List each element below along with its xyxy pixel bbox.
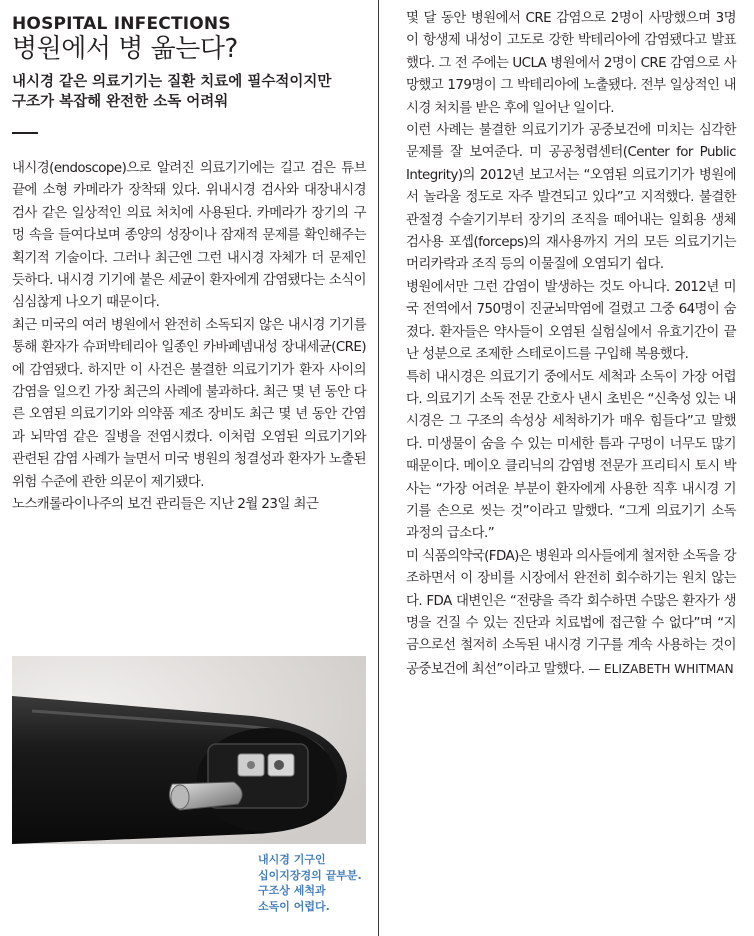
body-paragraph: 병원에서만 그런 감염이 발생하는 것도 아니다. 2012년 미국 전역에서 750명이 진균뇌막염에 걸렸고 그중 64명이 숨졌다. 환자들은 약사들이 오염된 실험실에서 유효기간이 끝난 성분으로 조제한 스테로이드를 구입해 복용했다. <box>406 279 736 363</box>
divider-line <box>378 0 379 936</box>
left-column <box>12 14 366 517</box>
subheadline <box>12 72 366 112</box>
endoscope-tip-illustration <box>12 656 366 844</box>
caption-line: 구조상 세척과 <box>258 884 326 897</box>
endoscope-photo <box>12 656 366 844</box>
subheadline-line-2: 구조가 복잡해 완전한 소독 어려워 <box>12 94 229 110</box>
body-paragraph: 몇 달 동안 병원에서 CRE 감염으로 2명이 사망했으며 3명이 항생제 내성이 고도로 강한 박테리아에 감염됐다고 발표했다. 그 전 주에는 UCLA 병원에서 2명이 CRE 감염으로 사망했고 179명이 그 박테리아에 노출됐다. 전부 일상적인 내시경 처치를 받은 후에 일어난 일이다. <box>406 11 736 116</box>
right-column <box>406 8 736 681</box>
byline: — ELIZABETH WHITMAN <box>588 661 734 676</box>
body-paragraph: 이런 사례는 불결한 의료기기가 공중보건에 미치는 심각한 문제를 잘 보여준다. 미 공공청렴센터(Center for Public Integrity)의 2012년 보고서는 “오염된 의료기기가 병원에서 놀라울 정도로 자주 발견되고 있다”고 지적했다. 불결한 관절경 수술기기부터 장기의 조직을 떼어내는 일회용 생체검사용 포셉(forceps)의 재사용까지 거의 모든 의료기기는 머리카락과 조직 등의 이물질에 오염되기 쉽다. <box>406 123 736 273</box>
caption-line: 내시경 기구인 <box>258 853 326 866</box>
headline-rule <box>12 132 38 134</box>
last-paragraph-text: 미 식품의약국(FDA)은 병원과 의사들에게 철저한 소독을 강조하면서 이 장비를 시장에서 완전히 회수하기는 원치 않는다. FDA 대변인은 “전량을 즉각 회수하면 수많은 환자가 생명을 건질 수 있는 진단과 치료법에 접근할 수 없다”며 “지금으로선 철저히 소독된 내시경 기구를 계속 사용하는 것이 공중보건에 최선”이라고 말했다. <box>406 548 736 677</box>
body-paragraph: 특히 내시경은 의료기기 중에서도 세척과 소독이 가장 어렵다. 의료기기 소독 전문 간호사 낸시 초빈은 “신축성 있는 내시경은 그 구조의 속성상 세척하기가 매우 힘들다”고 말했다. 미생물이 숨을 수 있는 미세한 틈과 구멍이 너무도 많기 때문이다. 메이오 클리닉의 감염병 전문가 프리티시 토시 박사는 “가장 어려운 부분이 환자에게 사용한 직후 내시경 기기를 손으로 씻는 것”이라고 말했다. “그게 의료기기 소독 과정의 급소다.” <box>406 369 736 542</box>
caption-line: 소독이 어렵다. <box>258 899 330 913</box>
body-paragraph: 최근 미국의 여러 병원에서 완전히 소독되지 않은 내시경 기기를 통해 환자가 슈퍼박테리아 일종인 카바페넴내성 장내세균(CRE)에 감염됐다. 하지만 이 사건은 불결한 의료기기가 환자 사이의 감염을 일으킨 가장 최근의 사례에 불과하다. 최근 몇 년 동안 다른 오염된 의료기기와 의약품 제조 장비도 최근 몇 년 동안 간염과 뇌막염 같은 질병을 전염시켰다. 이처럼 오염된 의료기기와 관련된 감염 사례가 늘면서 미국 병원의 청결성과 환자가 노출된 위험 수준에 관한 의문이 제기됐다. <box>12 317 366 490</box>
body-paragraph-last <box>406 546 736 681</box>
body-paragraph: 노스캐롤라이나주의 보건 관리들은 지난 2월 23일 최근 <box>12 497 319 513</box>
subheadline-line-1: 내시경 같은 의료기기는 질환 치료에 필수적이지만 <box>12 74 332 90</box>
photo-caption <box>258 852 368 914</box>
caption-line: 십이지장경의 끝부분. <box>258 868 362 882</box>
section-kicker: HOSPITAL INFECTIONS <box>12 14 231 34</box>
headline: 병원에서 병 옮는다? <box>12 34 238 64</box>
body-paragraph: 내시경(endoscope)으로 알려진 의료기기에는 길고 검은 튜브 끝에 소형 카메라가 장착돼 있다. 위내시경 검사와 대장내시경 검사 같은 일상적인 의료 처치에 사용된다. 카메라가 장기의 구멍 속을 들여다보며 종양의 성장이나 잠재적 문제를 확인해주는 획기적 기술이다. 그러나 최근엔 그런 내시경 자체가 더 문제인 듯하다. 내시경 기기에 붙은 세균이 환자에게 감염됐다는 소식이 심심찮게 나오기 때문이다. <box>12 161 366 311</box>
